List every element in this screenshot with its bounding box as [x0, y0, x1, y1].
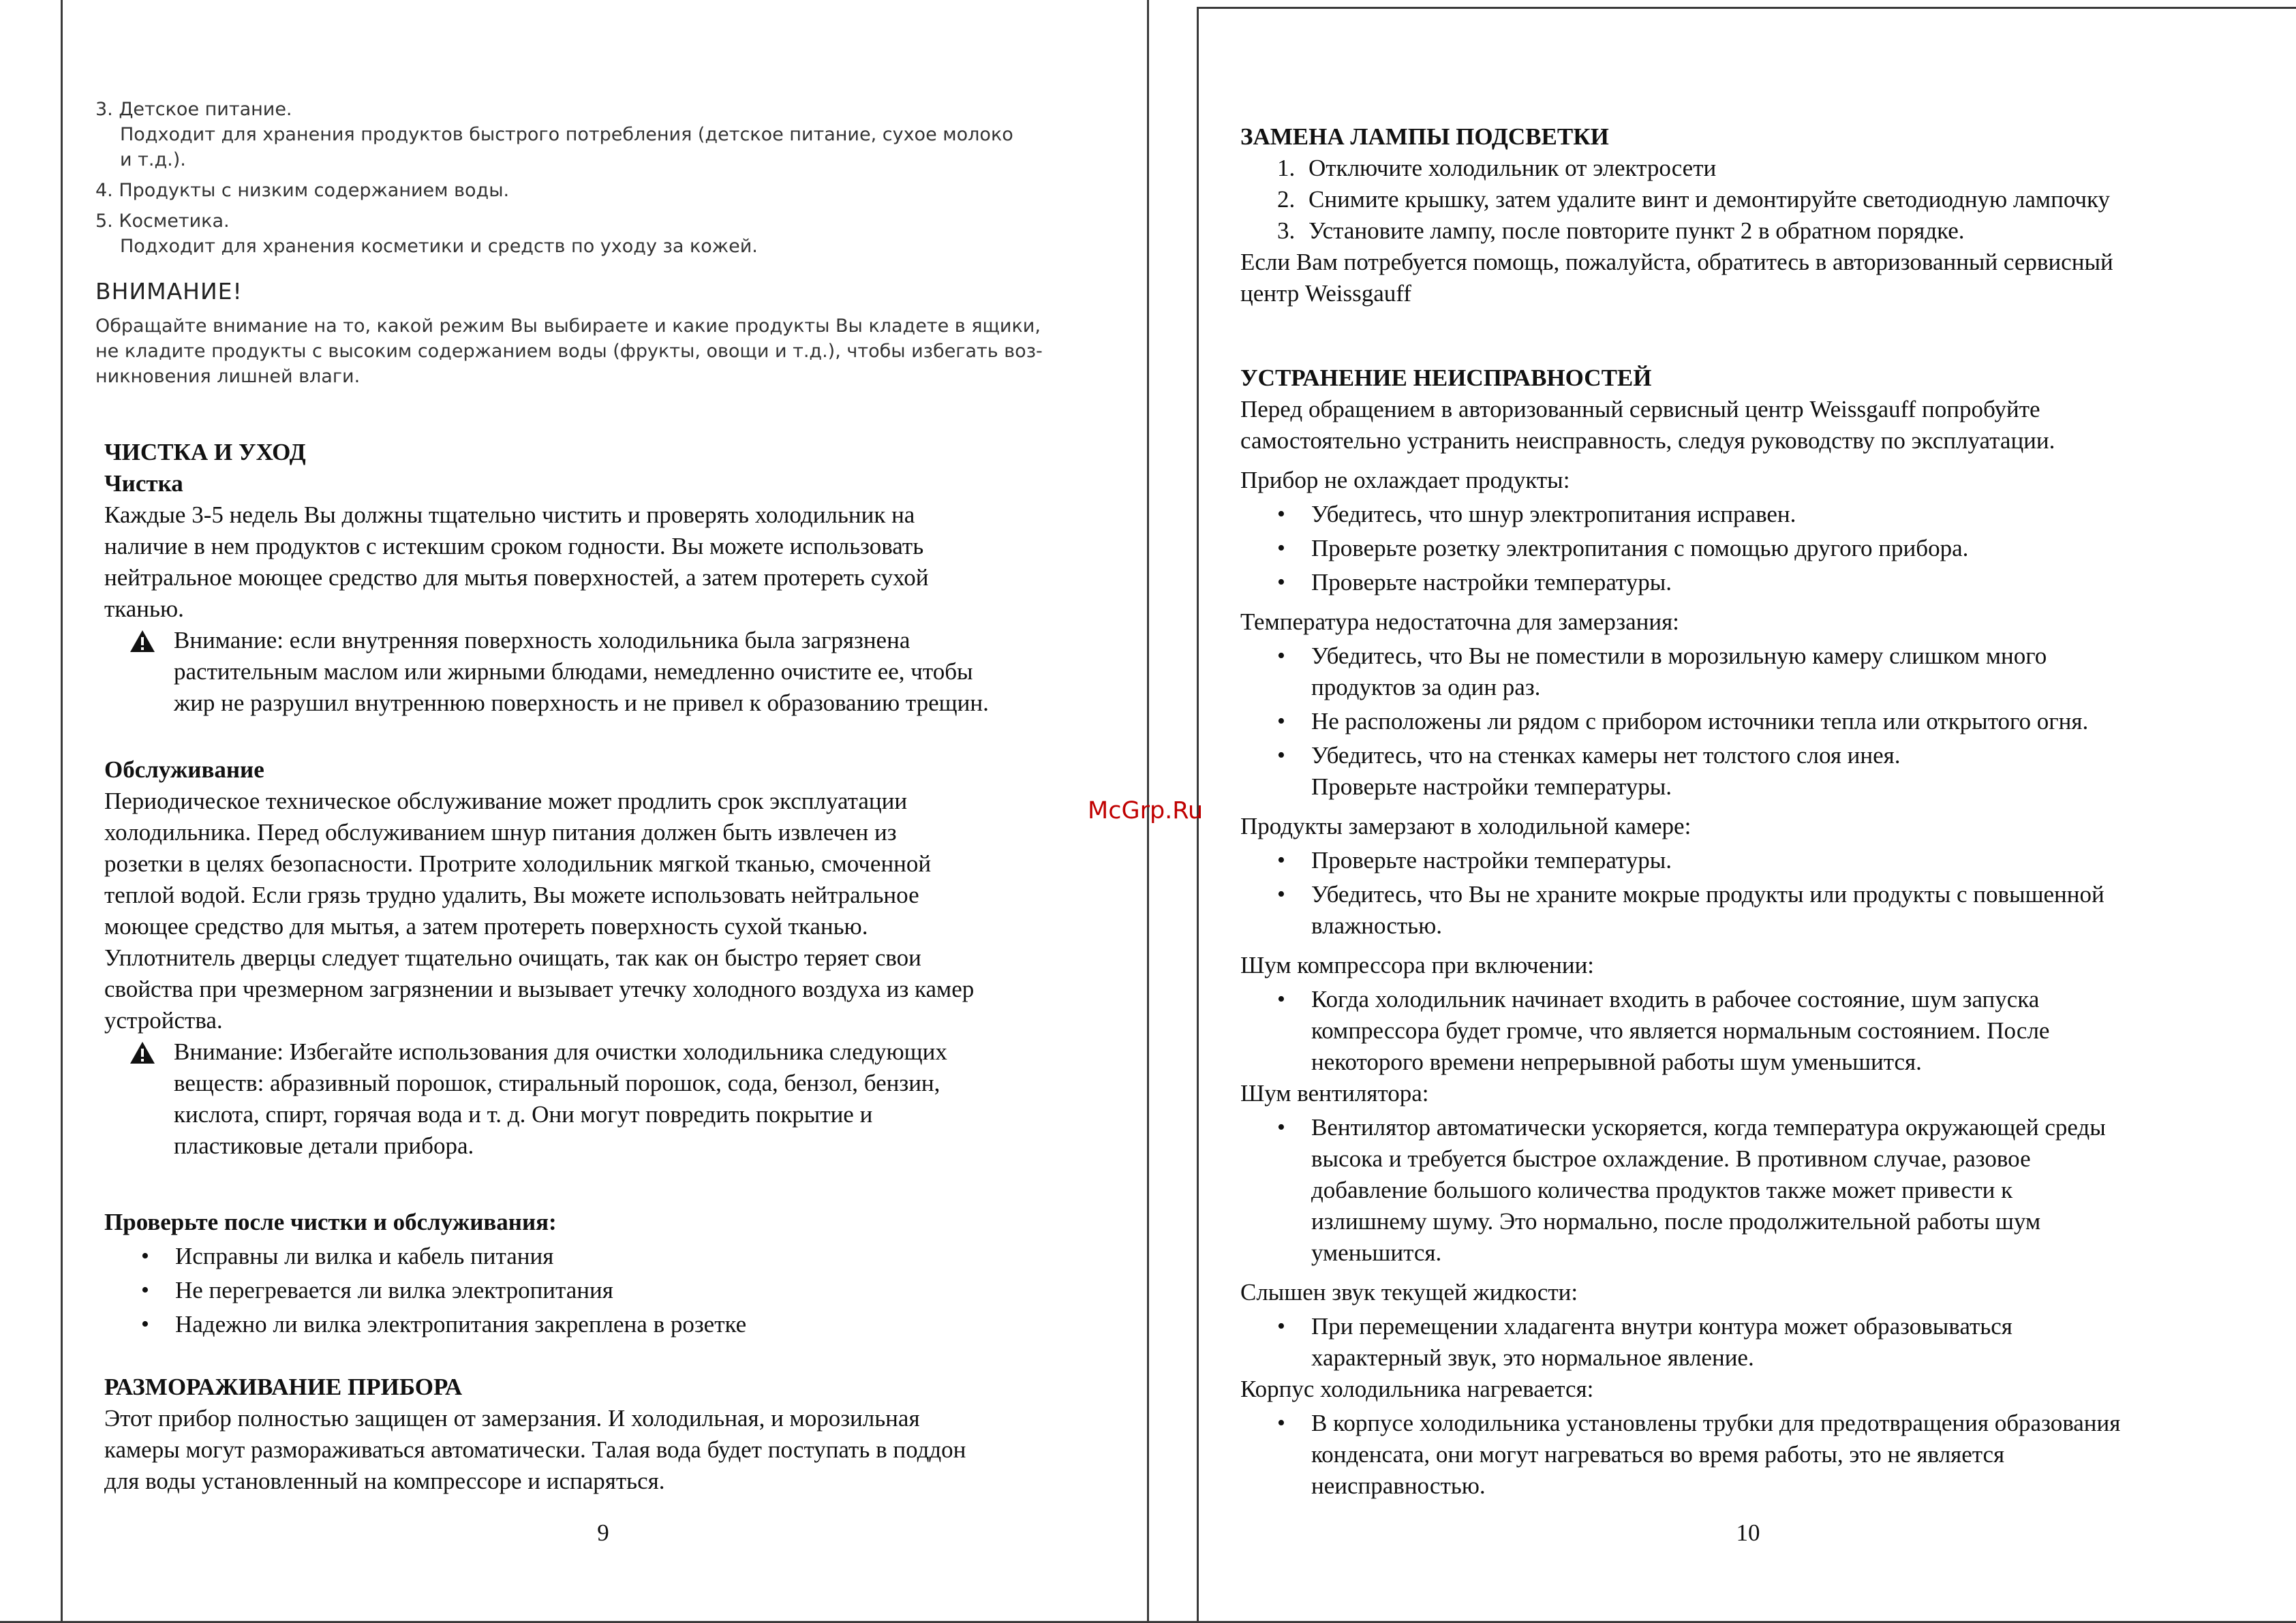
section-title-cleaning: ЧИСТКА И УХОД: [104, 439, 306, 465]
list-item: • Проверьте настройки температуры.: [1240, 845, 2283, 876]
problem-list: [1240, 1311, 2283, 1374]
section-title-lamp: ЗАМЕНА ЛАМПЫ ПОДСВЕТКИ: [1240, 123, 1609, 150]
list-item: • Не расположены ли рядом с прибором источники тепла или открытого огня.: [1240, 706, 2283, 737]
service-section: Обслуживание Периодическое техническое обслуживание может продлить срок эксплуатации холодильника. Перед обслуживанием шнур питания должен быть извлечен из розетки в целях безопасности. Протрите холодильник мягкой тканью, смоченной теплой водой. Если грязь трудно удалить, Вы можете использовать нейтральное моющее средство для мытья, а затем протереть поверхность сухой тканью. Уплотнитель дверцы следует тщательно очищать, так как он быстро теряет свои свойства при чрезмерном загрязнении и вызывает утечку холодного воздуха из камер устройства. Внимание: Избегайте использования для очистки холодильника следующих веществ: абразивный порошок, стиральный порошок, сода, бензол, бензин, кислота, спирт, горячая вода и т. д. Они могут повредить покрытие и пластиковые детали прибора.: [104, 754, 1140, 1162]
list-item: • Вентилятор автоматически ускоряется, когда температура окружающей среды высока и требуется быстрое охлаждение. В противном случае, разовое добавление большого количества продуктов также может привести к излишнему шуму. Это нормально, после продолжительной работы шум уменьшится.: [1240, 1112, 2283, 1269]
page-number: 9: [597, 1519, 609, 1546]
subsection-title-cleaning: Чистка: [104, 470, 183, 497]
cleaning-section: ЧИСТКА И УХОД Чистка Каждые 3-5 недель Вы должны тщательно чистить и проверять холодильник на наличие в нем продуктов с истекшим сроком годности. Вы можете использовать нейтральное моющее средство для мытья поверхностей, а затем протереть сухой тканью. Внимание: если внутренняя поверхность холодильника была загрязнена растительным маслом или жирными блюдами, немедленно очистите ее, чтобы жир не разрушил внутреннюю поверхность и не привел к образованию трещин.: [104, 437, 1140, 719]
right-page: [1148, 0, 2296, 1623]
list-item: • Не перегревается ли вилка электропитания: [104, 1275, 1140, 1306]
problem-list: [1240, 984, 2283, 1078]
list-item: • При перемещении хладагента внутри контура может образовываться характерный звук, это нормальное явление.: [1240, 1311, 2283, 1374]
list-item: • Убедитесь, что Вы не поместили в морозильную камеру слишком много продуктов за один раз.: [1240, 640, 2283, 703]
list-item: 3. Установите лампу, после повторите пункт 2 в обратном порядке.: [1277, 217, 1965, 244]
section-title-defrost: РАЗМОРАЖИВАНИЕ ПРИБОРА: [104, 1374, 463, 1400]
problem-heading: Корпус холодильника нагревается:: [1240, 1376, 1594, 1402]
list-item: • Надежно ли вилка электропитания закреплена в розетке: [104, 1309, 1140, 1340]
section-title-troubleshooting: УСТРАНЕНИЕ НЕИСПРАВНОСТЕЙ: [1240, 365, 1652, 391]
storage-item: 4. Продукты с низким содержанием воды.: [95, 180, 510, 201]
lamp-section: ЗАМЕНА ЛАМПЫ ПОДСВЕТКИ 1. Отключите холодильник от электросети 2. Снимите крышку, затем удалите винт и демонтируйте светодиодную лампочку 3. Установите лампу, после повторите пункт 2 в обратном порядке. Если Вам потребуется помощь, пожалуйста, обратитесь в авторизованный сервисный центр Weissgauff: [1240, 121, 2276, 309]
list-item: • Убедитесь, что Вы не храните мокрые продукты или продукты с повышенной влажностью.: [1240, 879, 2283, 942]
subsection-title-service: Обслуживание: [104, 756, 264, 783]
list-item: • Когда холодильник начинает входить в рабочее состояние, шум запуска компрессора будет громче, что является нормальным состоянием. После некоторого времени непрерывной работы шум уменьшится.: [1240, 984, 2283, 1078]
problem-heading: Прибор не охлаждает продукты:: [1240, 467, 1570, 493]
problem-heading: Температура недостаточна для замерзания:: [1240, 608, 1679, 635]
problem-list: [1240, 640, 2283, 803]
watermark: McGrp.Ru: [1088, 797, 1204, 824]
problem-list: [1240, 1112, 2283, 1269]
storage-item: 3. Детское питание. Подходит для хранения продуктов быстрого потребления (детское питание, сухое молоко и т.д.).: [95, 99, 1013, 170]
storage-list: [95, 97, 1131, 259]
check-list: [104, 1241, 1140, 1340]
page-number: 10: [1736, 1519, 1760, 1546]
troubleshooting-section: УСТРАНЕНИЕ НЕИСПРАВНОСТЕЙ Перед обращением в авторизованный сервисный центр Weissgauff попробуйте самостоятельно устранить неисправность, следуя руководству по эксплуатации. Прибор не охлаждает продукты: • Убедитесь, что шнур электропитания исправен. • Проверьте розетку электропитания с помощью другого прибора. • Проверьте настройки температуры. Температура недостаточна для замерзания: • Убедитесь, что Вы не поместили в морозильную камеру слишком много продуктов за один раз. • Не расположены ли рядом с прибором источники тепла или открытого огня. • Убедитесь, что на стенках камеры нет толстого слоя инея. Проверьте настройки температуры. Продукты замерзают в холодильной камере: • Проверьте настройки температуры. • Убедитесь, что Вы не храните мокрые продукты или продукты с повышенной влажностью. Шум компрессора при включении: • Когда холодильник начинает входить в рабочее состояние, шум запуска компрессора будет громче, что является нормальным состоянием. После некоторого времени непрерывной работы шум уменьшится. Шум вентилятора: • Вентилятор автоматически ускоряется, когда температура окружающей среды высока и требуется быстрое охлаждение. В противном случае, разовое добавление большого количества продуктов также может привести к излишнему шуму. Это нормально, после продолжительной работы шум уменьшится. Слышен звук текущей жидкости: • При перемещении хладагента внутри контура может образовываться характерный звук, это нормальное явление. Корпус холодильника нагревается: • В корпусе холодильника установлены трубки для предотвращения образования конденсата, они могут нагреваться во время работы, это не является неисправностью.: [1240, 362, 2283, 1502]
storage-item: 5. Косметика. Подходит для хранения косметики и средств по уходу за кожей.: [95, 211, 758, 257]
list-item: • Проверьте настройки температуры.: [1240, 567, 2283, 598]
list-item: • Исправны ли вилка и кабель питания: [104, 1241, 1140, 1272]
list-item: 1. Отключите холодильник от электросети: [1277, 155, 1717, 181]
problem-list: [1240, 1408, 2283, 1502]
warning-icon: [129, 1040, 156, 1065]
warning-note: Внимание: если внутренняя поверхность холодильника была загрязнена растительным маслом или жирными блюдами, немедленно очистите ее, чтобы жир не разрушил внутреннюю поверхность и не привел к образованию трещин.: [104, 625, 1140, 719]
attention-heading: ВНИМАНИЕ!: [95, 278, 243, 305]
warning-note: Внимание: Избегайте использования для очистки холодильника следующих веществ: абразивный порошок, стиральный порошок, сода, бензол, бензин, кислота, спирт, горячая вода и т. д. Они могут повредить покрытие и пластиковые детали прибора.: [104, 1036, 1140, 1162]
problem-heading: Шум вентилятора:: [1240, 1080, 1429, 1107]
list-item: 2. Снимите крышку, затем удалите винт и демонтируйте светодиодную лампочку: [1277, 186, 2111, 213]
attention-text: Обращайте внимание на то, какой режим Вы выбираете и какие продукты Вы кладете в ящики, не кладите продукты с высоким содержанием воды (фрукты, овощи и т.д.), чтобы избегать воз- никновения лишней влаги.: [95, 315, 1043, 387]
lamp-steps: [1240, 153, 2276, 247]
problem-heading: Слышен звук текущей жидкости:: [1240, 1279, 1578, 1305]
list-item: • Убедитесь, что на стенках камеры нет толстого слоя инея. Проверьте настройки температуры.: [1240, 740, 2283, 803]
defrost-section: РАЗМОРАЖИВАНИЕ ПРИБОРА Этот прибор полностью защищен от замерзания. И холодильная, и морозильная камеры могут размораживаться автоматически. Талая вода будет поступать в поддон для воды установленный на компрессоре и испаряться.: [104, 1372, 1140, 1497]
subsection-title-check: Проверьте после чистки и обслуживания:: [104, 1209, 557, 1235]
list-item: • Убедитесь, что шнур электропитания исправен.: [1240, 499, 2283, 530]
list-item: • Проверьте розетку электропитания с помощью другого прибора.: [1240, 533, 2283, 564]
problem-list: [1240, 499, 2283, 598]
problem-list: [1240, 845, 2283, 942]
problem-heading: Шум компрессора при включении:: [1240, 952, 1595, 978]
problem-heading: Продукты замерзают в холодильной камере:: [1240, 813, 1692, 839]
warning-icon: [129, 629, 156, 653]
check-section: [104, 1207, 1140, 1340]
list-item: • В корпусе холодильника установлены трубки для предотвращения образования конденсата, они могут нагреваться во время работы, это не является неисправностью.: [1240, 1408, 2283, 1502]
